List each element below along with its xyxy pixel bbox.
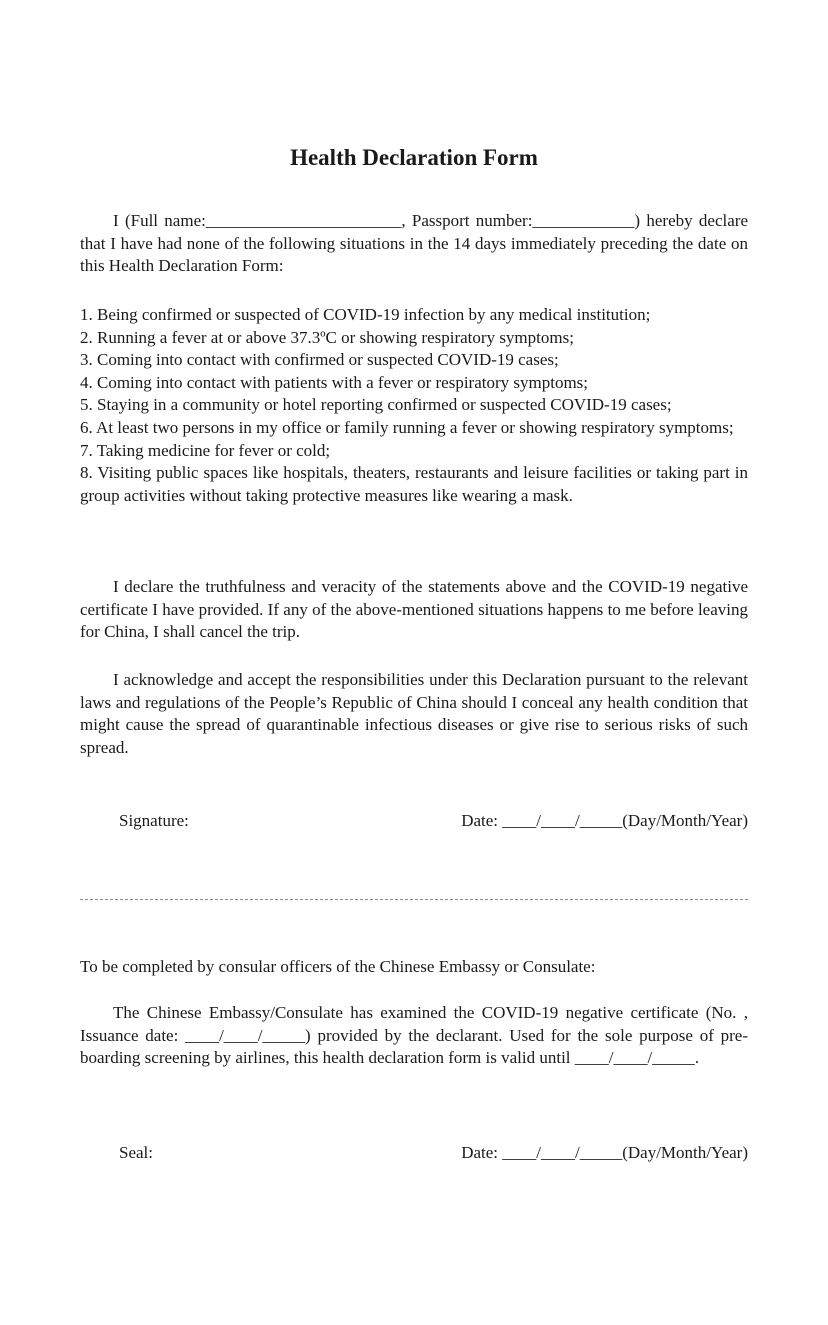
- consular-statement: The Chinese Embassy/Consulate has examined the COVID-19 negative certificate (No. , Issuance date: ____/____/_____) provided by the declarant. Used for the sole purpose of pre-boarding screening by airlines, this health declaration form is valid until ____/____/_____.: [80, 1003, 748, 1068]
- truthfulness-paragraph: I declare the truthfulness and veracity of the statements above and the COVID-19 negative certificate I have provided. If any of the above-mentioned situations happens to me before leaving for China, I shall cancel the trip.: [80, 577, 748, 642]
- list-item: 6. At least two persons in my office or family running a fever or showing respiratory symptoms;: [80, 417, 734, 437]
- signature-date: Date: ____/____/_____(Day/Month/Year): [461, 811, 748, 830]
- list-item: 1. Being confirmed or suspected of COVID-19 infection by any medical institution;: [80, 305, 651, 324]
- list-item: 5. Staying in a community or hotel reporting confirmed or suspected COVID-19 cases;: [80, 395, 672, 415]
- situations-list: [80, 304, 748, 507]
- list-item: 8. Visiting public spaces like hospitals, theaters, restaurants and leisure facilities or taking part in group activities without taking protective measures like wearing a mask.: [80, 463, 748, 505]
- seal-label: Seal:: [119, 1143, 153, 1162]
- list-item: 3. Coming into contact with confirmed or suspected COVID-19 cases;: [80, 350, 559, 370]
- list-item: 4. Coming into contact with patients with a fever or respiratory symptoms;: [80, 372, 589, 392]
- consular-heading: To be completed by consular officers of the Chinese Embassy or Consulate:: [80, 957, 596, 976]
- responsibility-paragraph: I acknowledge and accept the responsibilities under this Declaration pursuant to the relevant laws and regulations of the People’s Republic of China should I conceal any health condition that might cause the spread of quarantinable infectious diseases or give rise to serious risks of such spread.: [80, 670, 748, 757]
- intro-paragraph: I (Full name:_______________________, Passport number:____________) hereby declare that I have had none of the following situations in the 14 days immediately preceding the date on this Health Declaration Form:: [80, 211, 748, 276]
- signature-label: Signature:: [119, 811, 189, 830]
- list-item: 2. Running a fever at or above 37.3ºC or showing respiratory symptoms;: [80, 327, 574, 347]
- seal-row: [80, 1142, 748, 1166]
- signature-row: [80, 810, 748, 834]
- form-title: Health Declaration Form: [290, 145, 538, 170]
- declaration-page: [80, 0, 748, 1325]
- seal-date: Date: ____/____/_____(Day/Month/Year): [461, 1143, 748, 1162]
- list-item: 7. Taking medicine for fever or cold;: [80, 440, 331, 460]
- section-divider: [80, 899, 748, 900]
